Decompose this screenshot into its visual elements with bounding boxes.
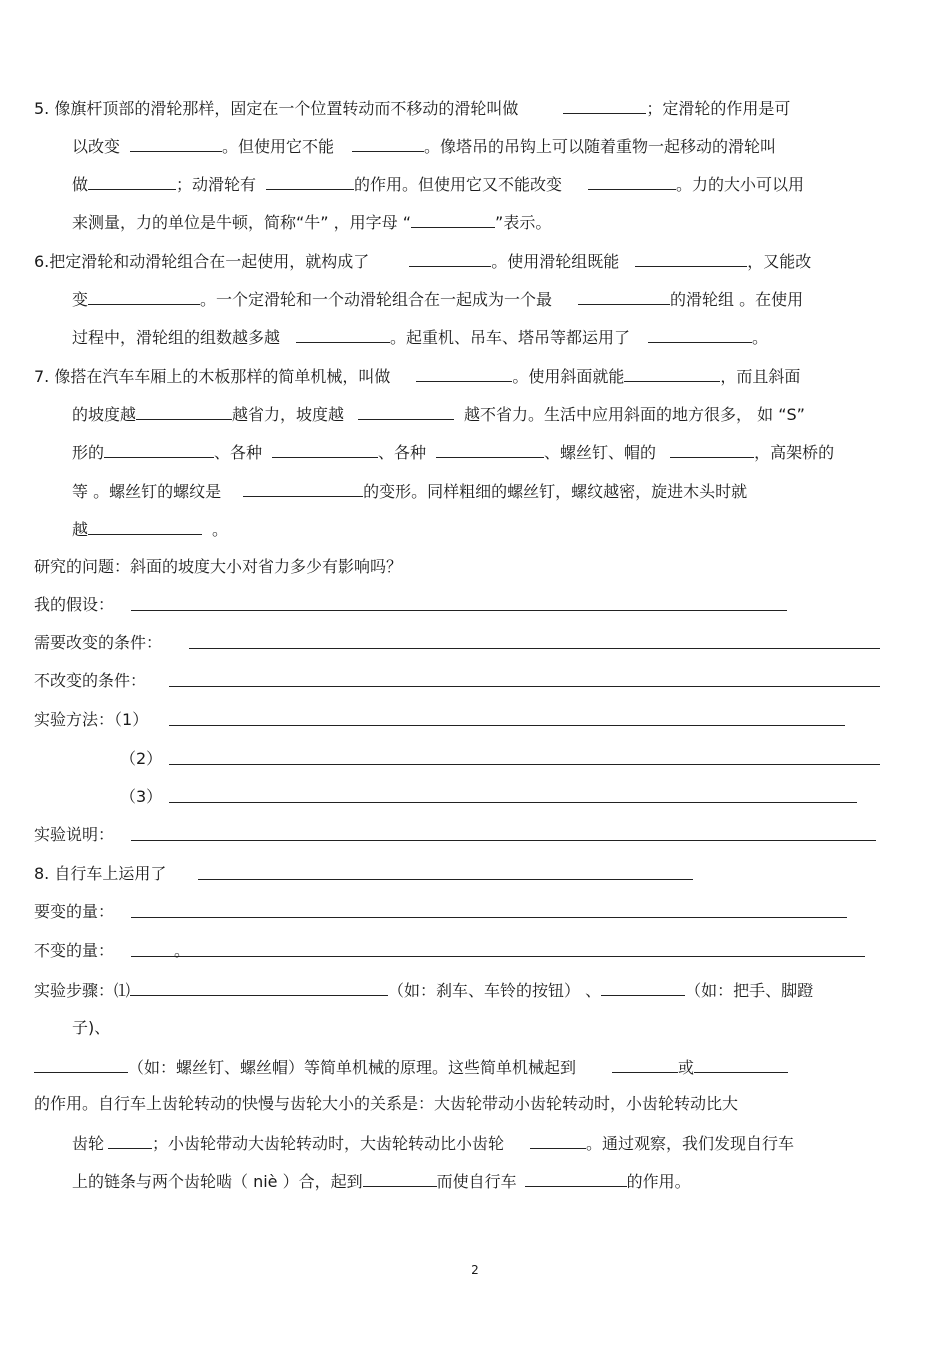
q7-line-4 (72, 479, 747, 501)
q7-text: 。使用斜面就能 (512, 367, 625, 386)
blank[interactable] (612, 1055, 678, 1073)
blank[interactable] (104, 440, 214, 458)
var-row (34, 901, 894, 923)
q7-text: 越 (72, 520, 89, 539)
method-row-2 (34, 748, 894, 770)
q5-text: ”表示。 (495, 213, 552, 232)
q7-text: 的变形。同样粗细的螺丝钉，螺纹越密，旋进木头时就 (363, 482, 748, 501)
blank[interactable] (88, 287, 200, 305)
method-row-3 (34, 786, 894, 808)
blank[interactable] (578, 287, 670, 305)
q7-text: 、各种 (214, 443, 263, 462)
keep-label: 不改变的条件： (34, 671, 147, 690)
method-num-3: （3） (120, 787, 163, 806)
blank[interactable] (272, 440, 378, 458)
blank[interactable] (266, 172, 354, 190)
blank-wheel-axle[interactable] (601, 978, 685, 996)
q7-text: 等 。螺丝钉的螺纹是 (72, 482, 222, 501)
blank[interactable] (635, 249, 747, 267)
q8-text: 实验步骤：⑴ (34, 981, 131, 1000)
blank-incline-principle[interactable] (34, 1055, 128, 1073)
change-row (34, 632, 894, 654)
steps-cont: 子)、 (72, 1018, 111, 1037)
keep-row (34, 670, 894, 692)
blank[interactable] (243, 479, 363, 497)
blank[interactable] (108, 1131, 152, 1149)
q5-text: 。像塔吊的吊钩上可以随着重物一起移动的滑轮叫 (424, 137, 777, 156)
blank[interactable] (530, 1131, 586, 1149)
explain-label: 实验说明： (34, 825, 115, 844)
change-line[interactable] (189, 648, 880, 649)
q8-text: （如：把手、脚蹬 (685, 981, 814, 1000)
explain-row (34, 824, 894, 846)
q7-text: 越不省力。生活中应用斜面的地方很多， 如 “S” (464, 405, 805, 424)
explain-line[interactable] (131, 840, 876, 841)
q8-line-2 (34, 1055, 788, 1077)
q6-text: ，又能改 (747, 252, 812, 271)
fixed-row (34, 940, 894, 962)
q8-text: 的作用。 (626, 1172, 691, 1191)
blank-pulley-block[interactable] (409, 249, 491, 267)
q6-line-3 (72, 325, 768, 347)
q5-text: 5. 像旗杆顶部的滑轮那样，固定在一个位置转动而不移动的滑轮叫做 (34, 99, 519, 118)
blank[interactable] (363, 1169, 437, 1187)
q8-line-4 (72, 1131, 794, 1153)
blank[interactable] (436, 440, 544, 458)
q7-line-3 (72, 440, 834, 462)
q8-text: （如：刹车、车铃的按钮） 、 (388, 981, 602, 1000)
q6-text: 。起重机、吊车、塔吊等都运用了 (390, 328, 631, 347)
blank-fixed-pulley[interactable] (563, 96, 646, 114)
q8-line-1-blank[interactable] (198, 879, 693, 880)
q8-text: ；小齿轮带动大齿轮转动时，大齿轮转动比小齿轮 (152, 1134, 505, 1153)
blank[interactable] (648, 325, 752, 343)
blank-movable-pulley[interactable] (88, 172, 176, 190)
blank[interactable] (296, 325, 390, 343)
q5-text: 。力的大小可以用 (676, 175, 805, 194)
q7-text: 。 (212, 520, 229, 539)
q7-line-2 (72, 402, 805, 424)
hypothesis-line[interactable] (131, 610, 787, 611)
blank[interactable] (130, 134, 222, 152)
q8-text: 上的链条与两个齿轮啮（ niè ）合，起到 (72, 1172, 363, 1191)
q5-line-1 (34, 96, 790, 118)
q8-line-5 (72, 1169, 691, 1191)
q6-text: 。 (752, 328, 769, 347)
q5-text: 。但使用它不能 (222, 137, 335, 156)
q8-text: 而使自行车 (436, 1172, 517, 1191)
q6-text: 变 (72, 290, 89, 309)
q8-text: 8. 自行车上运用了 (34, 864, 167, 883)
method-row-1 (34, 709, 894, 731)
q6-text: 过程中，滑轮组的组数越多越 (72, 328, 281, 347)
q8-text: 齿轮 (72, 1134, 105, 1153)
q7-text: 、各种 (378, 443, 427, 462)
q8-text: （如：螺丝钉、螺丝帽）等简单机械的原理。这些简单机械起到 (128, 1058, 577, 1077)
q6-line-2 (72, 287, 803, 309)
q6-text: 6.把定滑轮和动滑轮组合在一起使用，就构成了 (34, 252, 370, 271)
q6-text: 。使用滑轮组既能 (491, 252, 620, 271)
q7-text: 、螺丝钉、帽的 (544, 443, 657, 462)
q5-text: ；定滑轮的作用是可 (646, 99, 791, 118)
blank[interactable] (525, 1169, 627, 1187)
q7-text: 7. 像搭在汽车车厢上的木板那样的简单机械，叫做 (34, 367, 391, 386)
q6-line-1 (34, 249, 811, 271)
blank-incline[interactable] (416, 364, 512, 382)
q5-line-2 (72, 134, 776, 156)
change-label: 需要改变的条件： (34, 633, 163, 652)
q7-text: 形的 (72, 443, 105, 462)
var-line[interactable] (131, 917, 847, 918)
research-question: 研究的问题：斜面的坡度大小对省力多少有影响吗？ (34, 557, 403, 576)
blank[interactable] (358, 402, 454, 420)
q8-text: 或 (678, 1058, 695, 1077)
steps-row (34, 978, 813, 1000)
var-label: 要变的量： (34, 902, 115, 921)
q5-line-3 (72, 172, 804, 194)
q5-text: 做 (72, 175, 89, 194)
fixed-mark: 。 (174, 941, 191, 960)
q7-text: ，而且斜面 (720, 367, 801, 386)
blank-lever[interactable] (130, 978, 388, 996)
fixed-label: 不变的量： (34, 941, 115, 960)
hypothesis-row (34, 594, 834, 616)
method-line-1[interactable] (169, 725, 845, 726)
blank[interactable] (88, 517, 202, 535)
method-num-1: （1） (114, 710, 149, 729)
q5-text: 来测量，力的单位是牛顿，简称“牛” ，用字母 “ (72, 213, 412, 232)
blank-unit-letter[interactable] (411, 210, 495, 228)
blank[interactable] (624, 364, 720, 382)
q6-text: 。一个定滑轮和一个动滑轮组合在一起成为一个最 (200, 290, 553, 309)
blank[interactable] (352, 134, 424, 152)
q5-text: 的作用。但使用它又不能改变 (354, 175, 563, 194)
method-num-2: （2） (120, 749, 163, 768)
blank[interactable] (694, 1055, 788, 1073)
blank[interactable] (670, 440, 754, 458)
method-label: 实验方法： (34, 710, 115, 729)
q7-line-5 (72, 517, 228, 539)
q7-text: 越省力，坡度越 (232, 405, 345, 424)
method-line-3[interactable] (169, 802, 857, 803)
q7-text: ，高架桥的 (754, 443, 835, 462)
fixed-line[interactable] (131, 956, 865, 957)
q8-line-1 (34, 863, 894, 885)
q5-text: ；动滑轮有 (176, 175, 257, 194)
q7-text: 的坡度越 (72, 405, 137, 424)
q6-text: 的滑轮组 。在使用 (670, 290, 804, 309)
q5-line-4 (72, 210, 551, 232)
keep-line[interactable] (169, 686, 880, 687)
hypothesis-label: 我的假设： (34, 595, 115, 614)
blank[interactable] (588, 172, 676, 190)
page-number: 2 (471, 1263, 479, 1277)
blank[interactable] (136, 402, 232, 420)
q8-line-3: 的作用。自行车上齿轮转动的快慢与齿轮大小的关系是：大齿轮带动小齿轮转动时，小齿轮转动比大 (34, 1094, 739, 1113)
q7-line-1 (34, 364, 800, 386)
q8-text: 。通过观察，我们发现自行车 (586, 1134, 795, 1153)
method-line-2[interactable] (169, 764, 880, 765)
q5-text: 以改变 (72, 137, 121, 156)
